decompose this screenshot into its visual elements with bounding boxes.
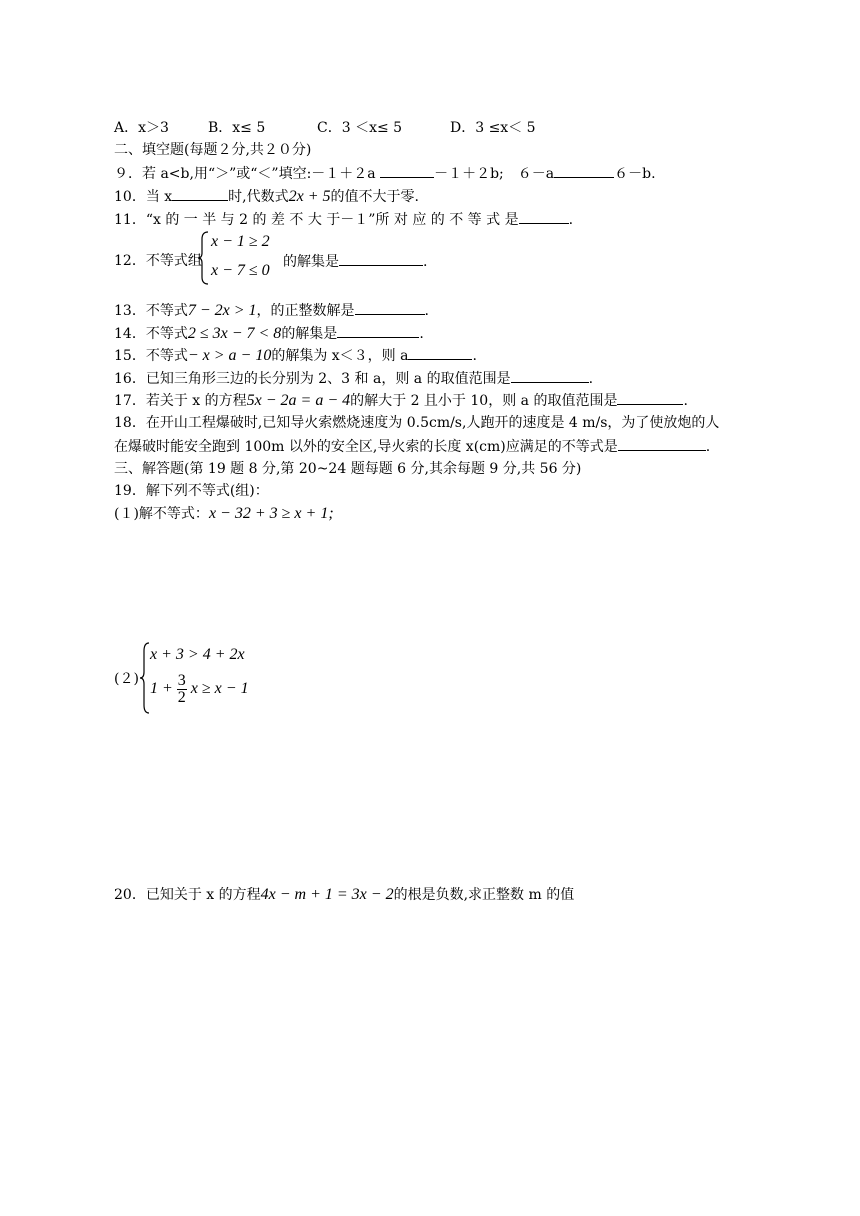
q8-option-d: D．3 ≤x＜ 5 xyxy=(450,120,536,136)
answer-blank[interactable] xyxy=(511,369,589,383)
q16-text: 16．已知三角形三边的长分别为 2、3 和 a，则 a 的取值范围是 xyxy=(114,371,511,387)
q18-line2 xyxy=(114,437,710,456)
q17-expression: 5x − 2a = a − 4 xyxy=(246,392,351,409)
answer-blank[interactable] xyxy=(617,391,683,405)
fraction-numerator: 3 xyxy=(177,672,186,689)
q20-post: 的根是负数,求正整数 m 的值 xyxy=(393,887,575,903)
q13-post: . xyxy=(424,303,429,319)
q10-post: 的值不大于零. xyxy=(330,189,419,205)
q19-2-eq2 xyxy=(150,673,249,706)
q12-eq2: x − 7 ≤ 0 xyxy=(211,262,270,279)
q13-mid: ，的正整数解是 xyxy=(256,303,355,319)
fraction-denominator: 2 xyxy=(177,689,186,706)
q19-2-label: (２) xyxy=(114,671,139,687)
q11 xyxy=(114,210,573,229)
q10-pre: 10．当 x xyxy=(114,189,173,205)
answer-blank[interactable] xyxy=(355,301,425,315)
q20 xyxy=(114,886,574,904)
q19-1-expression: x − 32 + 3 ≥ x + 1; xyxy=(208,505,334,522)
answer-blank[interactable] xyxy=(172,187,228,201)
q8-option-b: B．x≤ 5 xyxy=(208,120,266,136)
q12-answer xyxy=(283,252,427,271)
q13 xyxy=(114,301,429,320)
q14-post: . xyxy=(419,326,424,342)
q19-2-eq2-tail: x ≥ x − 1 xyxy=(190,680,249,698)
answer-blank[interactable] xyxy=(618,437,706,451)
q13-pre: 13．不等式 xyxy=(114,303,188,319)
answer-blank[interactable] xyxy=(408,346,472,360)
q9-mid: －１＋２b; ６－a xyxy=(434,166,555,182)
q19-1 xyxy=(114,505,334,523)
q8-option-c: C．3 ＜x≤ 5 xyxy=(317,120,403,136)
q15 xyxy=(114,346,477,365)
q12-label: 12．不等式组 xyxy=(114,253,202,269)
q19-2-eq1: x + 3 > 4 + 2x xyxy=(150,646,245,663)
q9-post: ６－b. xyxy=(614,166,656,182)
q11-post: . xyxy=(568,212,574,228)
q12-end: . xyxy=(423,254,428,270)
q20-expression: 4x − m + 1 = 3x − 2 xyxy=(260,886,394,903)
q13-expression: 7 − 2x > 1 xyxy=(187,302,257,319)
q17 xyxy=(114,391,688,410)
q12-post: 的解集是 xyxy=(283,254,339,270)
q14-pre: 14．不等式 xyxy=(114,326,188,342)
q17-mid: 的解大于 2 且小于 10，则 a 的取值范围是 xyxy=(350,393,618,409)
q14-expression: 2 ≤ 3x − 7 < 8 xyxy=(187,325,282,342)
q12-brace xyxy=(198,231,210,289)
q14-mid: 的解集是 xyxy=(281,326,338,342)
answer-blank[interactable] xyxy=(554,164,614,178)
q19-2-eq2-lead: 1 + xyxy=(150,680,173,698)
answer-blank[interactable] xyxy=(339,252,423,266)
q15-mid: 的解集为 x＜３，则 a xyxy=(271,348,409,364)
q15-pre: 15．不等式 xyxy=(114,348,188,364)
section2-heading: 二、填空题(每题２分,共２０分) xyxy=(114,142,312,158)
answer-blank[interactable] xyxy=(337,324,419,338)
q20-pre: 20．已知关于 x 的方程 xyxy=(114,887,261,903)
q17-pre: 17．若关于 x 的方程 xyxy=(114,393,247,409)
q18-post: . xyxy=(705,439,711,455)
q16-post: . xyxy=(588,371,594,387)
q17-post: . xyxy=(683,393,688,409)
q10-expression: 2x + 5 xyxy=(288,188,331,205)
q18-line2-text: 在爆破时能安全跑到 100m 以外的安全区,导火索的长度 x(cm)应满足的不等式是 xyxy=(114,439,618,455)
q9 xyxy=(114,164,656,183)
q19-1-pre: (１)解不等式： xyxy=(114,506,209,522)
fraction xyxy=(177,673,187,706)
q12-eq1: x − 1 ≥ 2 xyxy=(211,233,270,250)
q14 xyxy=(114,324,424,343)
q18-line1: 18．在开山工程爆破时,已知导火索燃烧速度为 0.5cm/s,人跑开的速度是 4 m/s，为了使放炮的人 xyxy=(114,415,720,431)
q11-pre: 11．“x 的 一 半 与 2 的 差 不 大 于－１”所 对 应 的 不 等 式 是 xyxy=(114,212,519,228)
q8-option-a: A．x＞3 xyxy=(114,120,169,136)
q15-expression: − x > a − 10 xyxy=(187,347,272,364)
q19-title: 19．解下列不等式(组)： xyxy=(114,483,269,499)
q19-2-brace xyxy=(140,642,150,718)
q16 xyxy=(114,369,593,388)
q15-post: . xyxy=(472,348,477,364)
answer-blank[interactable] xyxy=(380,164,434,178)
q10-mid: 时,代数式 xyxy=(228,189,289,205)
q10 xyxy=(114,187,419,206)
answer-blank[interactable] xyxy=(519,210,569,224)
q9-pre: ９．若 a<b,用“＞”或“＜”填空:－１＋２a xyxy=(114,166,381,182)
section3-heading: 三、解答题(第 19 题 8 分,第 20~24 题每题 6 分,其余每题 9 分,共 56 分) xyxy=(114,461,582,477)
